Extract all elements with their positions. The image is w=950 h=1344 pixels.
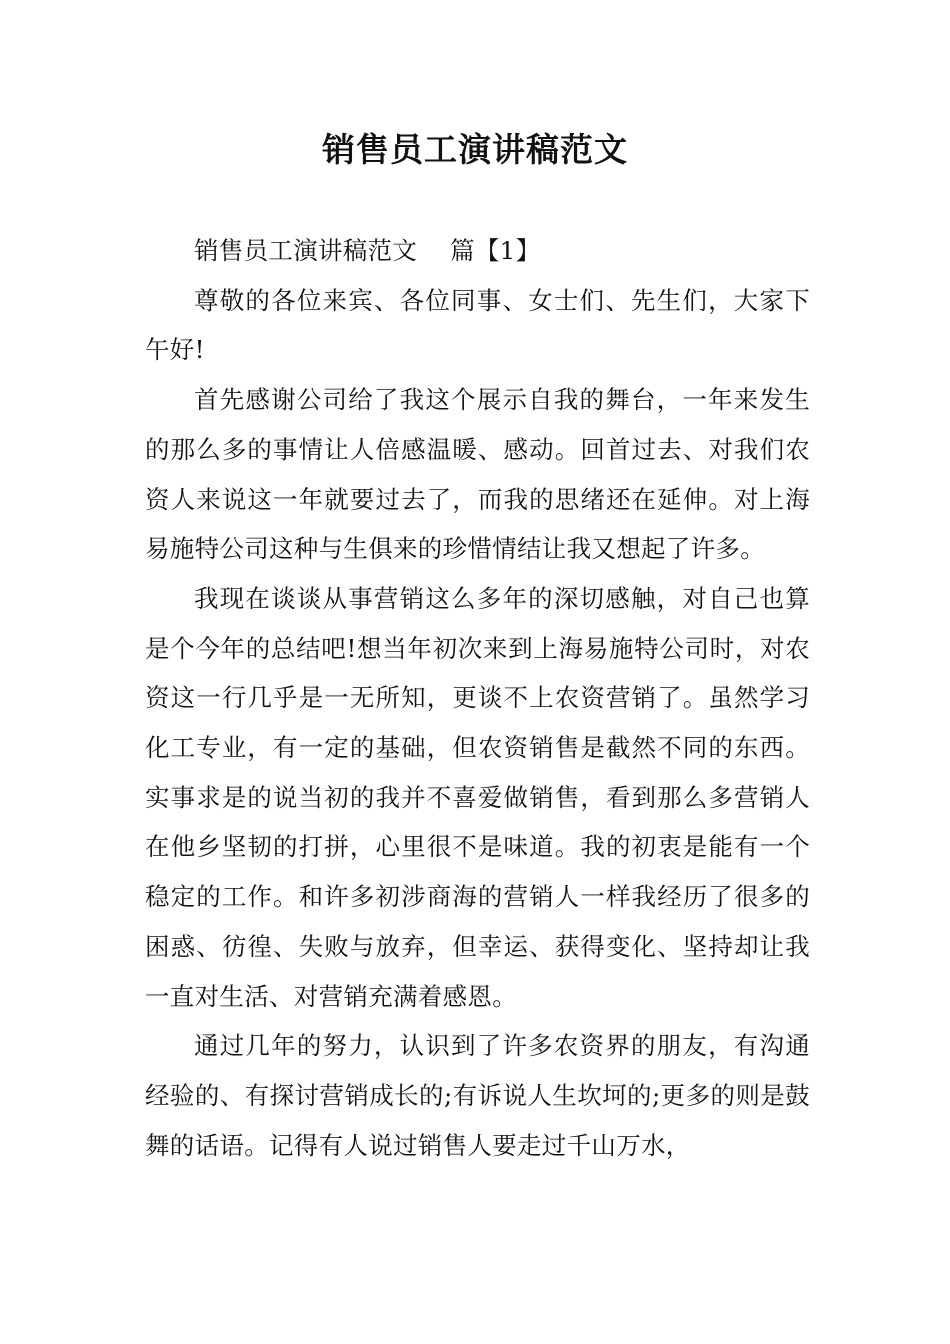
- paragraph-friends: 通过几年的努力，认识到了许多农资界的朋友，有沟通经验的、有探讨营销成长的;有诉说人生坎坷的;更多的则是鼓舞的话语。记得有人说过销售人要走过千山万水，: [145, 1031, 810, 1160]
- document-body: [145, 226, 810, 1170]
- paragraph-thanks: 首先感谢公司给了我这个展示自我的舞台，一年来发生的那么多的事情让人倍感温暖、感动。回首过去、对我们农资人来说这一年就要过去了，而我的思绪还在延伸。对上海易施特公司这种与生俱来的珍惜情结让我又想起了许多。: [145, 385, 810, 564]
- document-title: 销售员工演讲稿范文: [322, 130, 628, 169]
- paragraph-experience: 我现在谈谈从事营销这么多年的深切感触，对自己也算是个今年的总结吧!想当年初次来到上海易施特公司时，对农资这一行几乎是一无所知，更谈不上农资营销了。虽然学习化工专业，有一定的基础，但农资销售是截然不同的东西。实事求是的说当初的我并不喜爱做销售，看到那么多营销人在他乡坚韧的打拼，心里很不是味道。我的初衷是能有一个稳定的工作。和许多初涉商海的营销人一样我经历了很多的困惑、彷徨、失败与放弃，但幸运、获得变化、坚持却让我一直对生活、对营销充满着感恩。: [145, 583, 810, 1011]
- paragraph-greeting: 尊敬的各位来宾、各位同事、女士们、先生们，大家下午好!: [145, 285, 810, 365]
- section-heading: 销售员工演讲稿范文 篇【1】: [194, 236, 541, 265]
